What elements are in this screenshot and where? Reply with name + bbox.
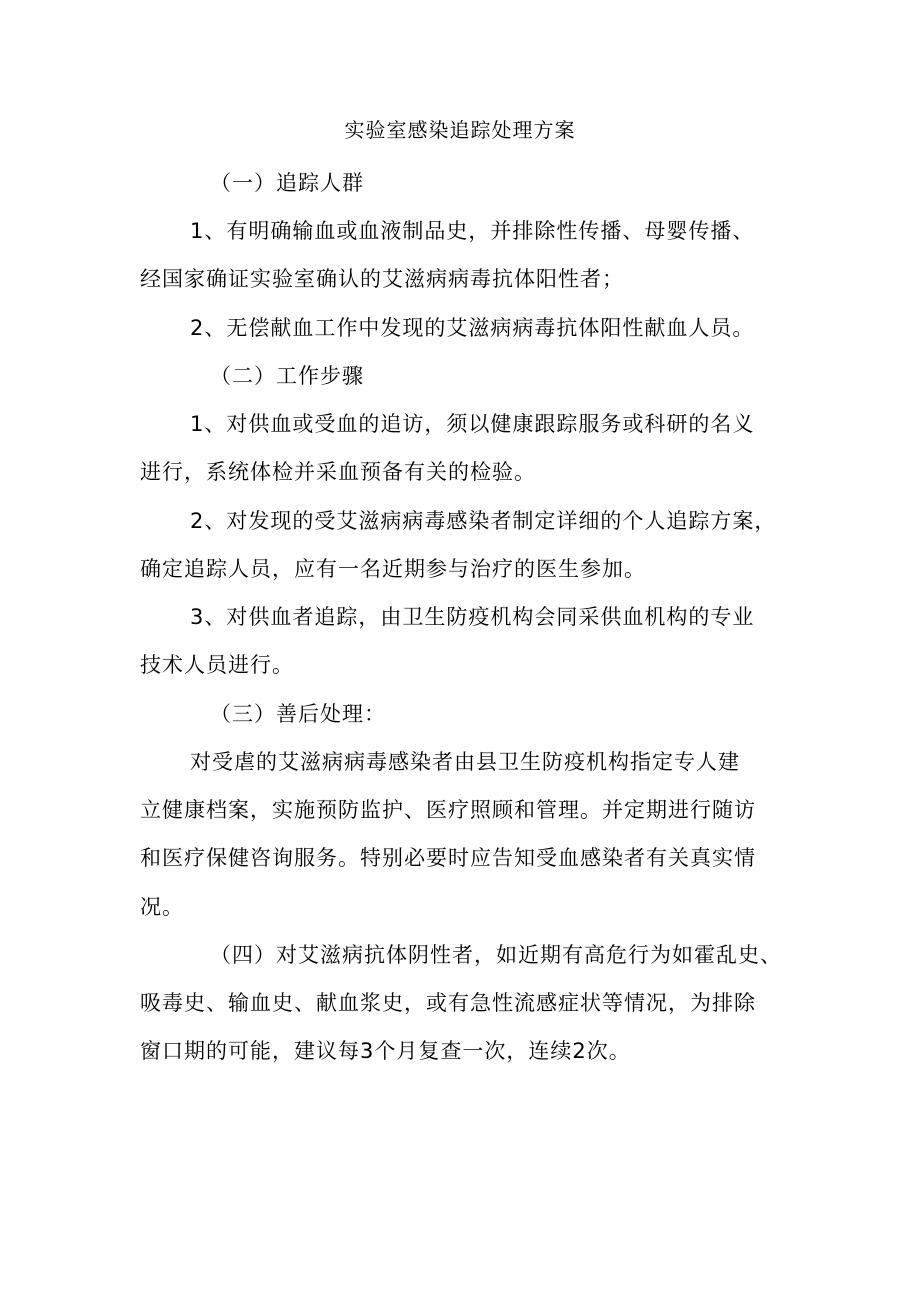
section-heading-1: （一）追踪人群 [210, 171, 364, 195]
paragraph-line: 2、对发现的受艾滋病病毒感染者制定详细的个人追踪方案， [190, 509, 777, 533]
paragraph-line: 吸毒史、输血史、献血浆史，或有急性流感症状等情况，为排除 [140, 991, 756, 1015]
paragraph-line: 确定追踪人员，应有一名近期参与治疗的医生参加。 [140, 557, 646, 581]
section-heading-4: （四）对艾滋病抗体阴性者，如近期有高危行为如霍乱史、 [210, 943, 782, 967]
paragraph-line: 3、对供血者追踪，由卫生防疫机构会同采供血机构的专业 [190, 605, 755, 629]
document-title: 实验室感染追踪处理方案 [344, 118, 576, 142]
paragraph-line: 1、有明确输血或血液制品史，并排除性传播、母婴传播、 [190, 219, 755, 243]
paragraph-line: 立健康档案，实施预防监护、医疗照顾和管理。并定期进行随访 [140, 798, 756, 822]
section-heading-2: （二）工作步骤 [210, 364, 364, 388]
paragraph-line: 经国家确证实验室确认的艾滋病病毒抗体阳性者； [140, 267, 624, 291]
paragraph-line: 1、对供血或受血的追访，须以健康跟踪服务或科研的名义 [190, 412, 755, 436]
paragraph-line: 窗口期的可能，建议每3个月复查一次，连续2次。 [140, 1039, 631, 1063]
paragraph-line: 2、无偿献血工作中发现的艾滋病病毒抗体阳性献血人员。 [190, 316, 755, 340]
paragraph-line: 和医疗保健咨询服务。特别必要时应告知受血感染者有关真实情 [140, 846, 756, 870]
paragraph-line: 对受虐的艾滋病病毒感染者由县卫生防疫机构指定专人建 [190, 750, 740, 774]
paragraph-line: 进行，系统体检并采血预备有关的检验。 [140, 460, 536, 484]
section-heading-3: （三）善后处理： [210, 702, 386, 726]
paragraph-line: 况。 [140, 895, 184, 919]
paragraph-line: 技术人员进行。 [140, 653, 294, 677]
